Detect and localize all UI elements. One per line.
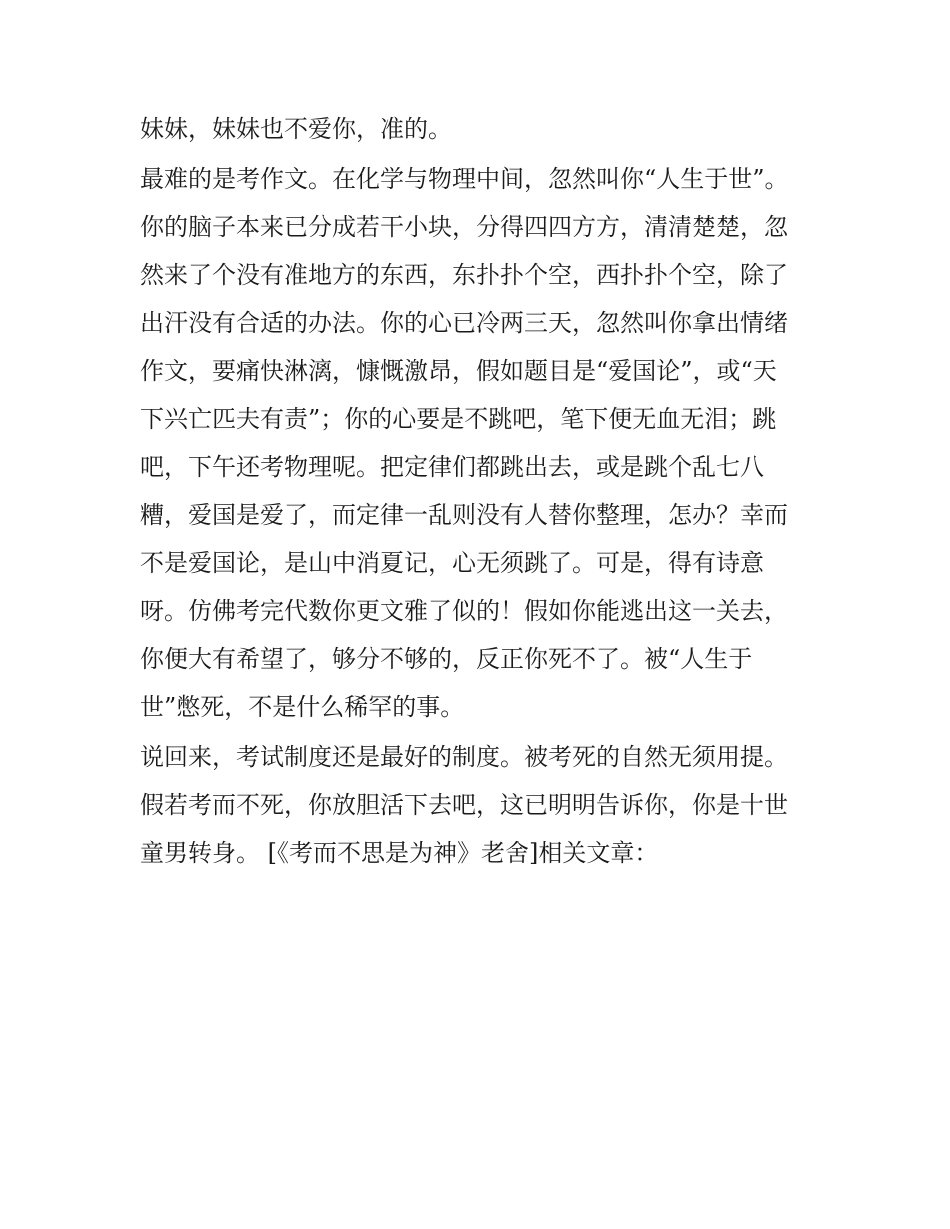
article-body — [140, 111, 830, 871]
text-line: 你便大有希望了，够分不够的，反正你死不了。被“人生于 — [140, 645, 753, 673]
text-line: 然来了个没有准地方的东西，东扑扑个空，西扑扑个空，除了 — [140, 261, 788, 289]
text-line: 出汗没有合适的办法。你的心已冷两三天，忽然叫你拿出情绪 — [140, 309, 788, 337]
text-line: 假若考而不死，你放胆活下去吧，这已明明告诉你，你是十世 — [140, 791, 788, 819]
text-line: 下兴亡匹夫有责”；你的心要是不跳吧，笔下便无血无泪；跳 — [140, 405, 777, 433]
text-line: 糟，爱国是爱了，而定律一乱则没有人替你整理，怎办？幸而 — [140, 501, 788, 529]
text-line: 不是爱国论，是山中消夏记，心无须跳了。可是，得有诗意 — [140, 549, 764, 577]
text-line: 呀。仿佛考完代数你更文雅了似的！假如你能逃出这一关去， — [140, 597, 788, 625]
text-line: 说回来，考试制度还是最好的制度。被考死的自然无须用提。 — [140, 743, 788, 771]
text-line: 妹妹，妹妹也不爱你，准的。 — [140, 115, 452, 143]
text-line: 吧，下午还考物理呢。把定律们都跳出去，或是跳个乱七八 — [140, 453, 764, 481]
text-line: 最难的是考作文。在化学与物理中间，忽然叫你“人生于世”。 — [140, 165, 789, 193]
text-line: 你的脑子本来已分成若干小块，分得四四方方，清清楚楚，忽 — [140, 213, 788, 241]
text-line: 世”憋死，不是什么稀罕的事。 — [140, 693, 465, 721]
paragraph-3 — [140, 739, 830, 871]
paragraph-2 — [140, 161, 830, 725]
paragraph-1 — [140, 111, 830, 147]
text-line: 童男转身。 [《考而不思是为神》老舍]相关文章： — [140, 839, 659, 867]
text-line: 作文，要痛快淋漓，慷慨激昂，假如题目是“爱国论”，或“天 — [140, 357, 777, 385]
